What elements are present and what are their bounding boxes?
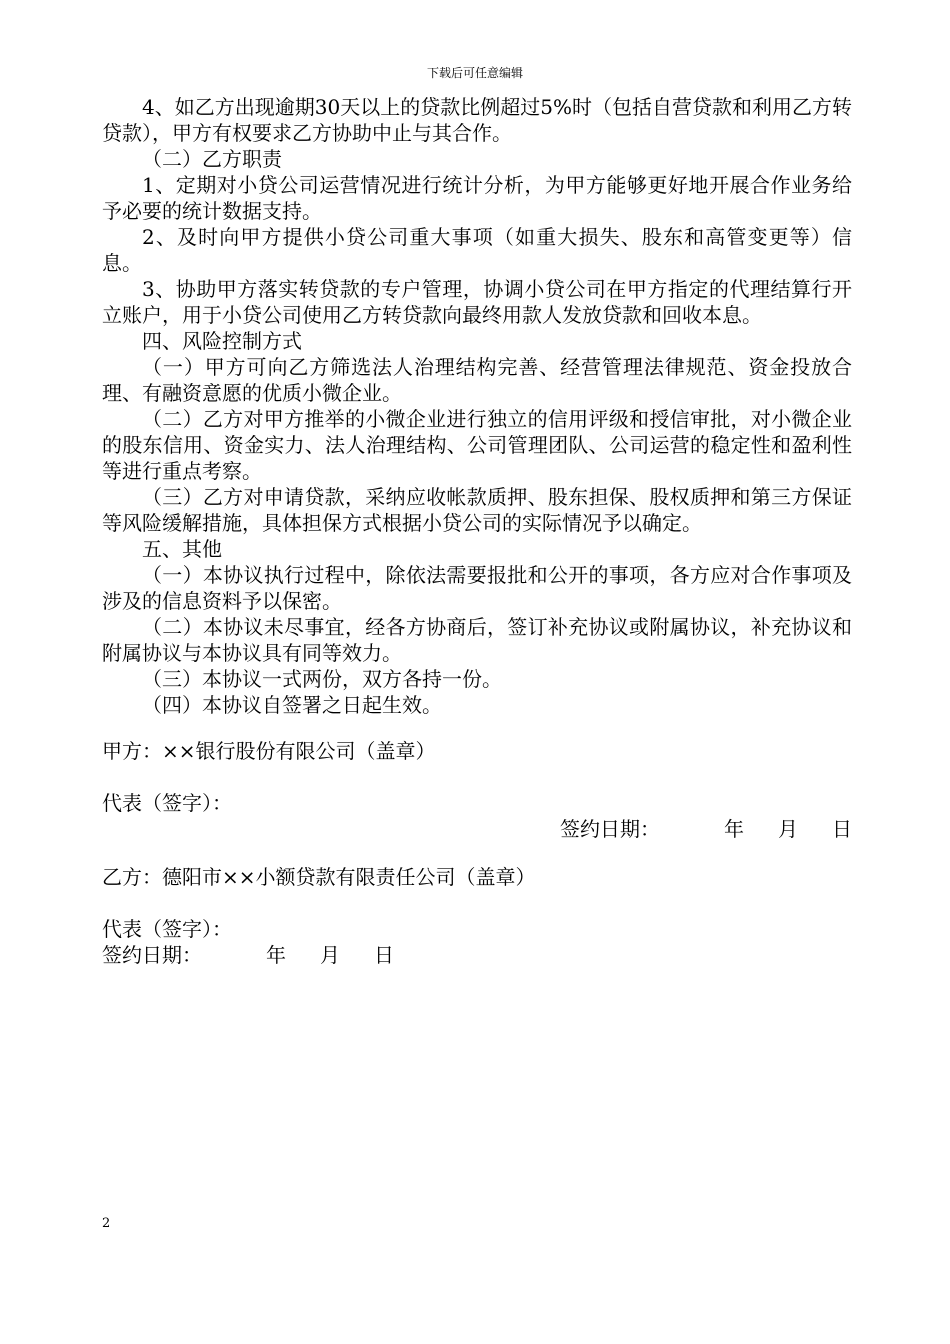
paragraph-risk-3: （三）乙方对申请贷款，采纳应收帐款质押、股东担保、股权质押和第三方保证等风险缓解措施，具体担保方式根据小贷公司的实际情况予以确定。 [102, 485, 852, 535]
paragraph-other-2: （二）本协议未尽事宜，经各方协商后，签订补充协议或附属协议，补充协议和附属协议与本协议具有同等效力。 [102, 615, 852, 665]
party-a-date-month: 月 [778, 817, 798, 841]
party-b-date-month: 月 [320, 943, 340, 967]
paragraph-risk-1: （一）甲方可向乙方筛选法人治理结构完善、经营管理法律规范、资金投放合理、有融资意愿的优质小微企业。 [102, 355, 852, 405]
page-number: 2 [102, 1216, 111, 1231]
party-b-date-day: 日 [374, 943, 394, 967]
page-header: 下载后可任意编辑 [426, 66, 523, 80]
party-b-date-year: 年 [266, 943, 286, 967]
paragraph-clause-4: 4、如乙方出现逾期30天以上的贷款比例超过5%时（包括自营贷款和利用乙方转贷款），甲方有权要求乙方协助中止与其合作。 [102, 95, 852, 145]
paragraph-other-1: （一）本协议执行过程中，除依法需要报批和公开的事项，各方应对合作事项及涉及的信息资料予以保密。 [102, 563, 852, 613]
paragraph-other-3: （三）本协议一式两份，双方各持一份。 [142, 667, 502, 691]
paragraph-other-4: （四）本协议自签署之日起生效。 [142, 693, 442, 717]
party-b-sign-date [102, 942, 394, 968]
party-b-name: 乙方：德阳市××小额贷款有限责任公司（盖章） [102, 865, 536, 889]
document-body [102, 94, 852, 718]
paragraph-heading-party-b-duties: （二）乙方职责 [142, 147, 282, 171]
party-b-representative: 代表（签字）： [102, 917, 232, 941]
party-a-name: 甲方：××银行股份有限公司（盖章） [102, 739, 436, 763]
paragraph-duty-1: 1、定期对小贷公司运营情况进行统计分析，为甲方能够更好地开展合作业务给予必要的统计数据支持。 [102, 173, 852, 223]
party-a-date-day: 日 [832, 817, 852, 841]
party-a-date-year: 年 [724, 817, 744, 841]
section-heading-other: 五、其他 [142, 537, 222, 561]
paragraph-duty-2: 2、及时向甲方提供小贷公司重大事项（如重大损失、股东和高管变更等）信息。 [102, 225, 852, 275]
party-b-date-label: 签约日期： [102, 943, 202, 967]
party-a-date-label: 签约日期： [560, 817, 660, 841]
signature-section [102, 738, 852, 968]
paragraph-duty-3: 3、协助甲方落实转贷款的专户管理，协调小贷公司在甲方指定的代理结算行开立账户，用于小贷公司使用乙方转贷款向最终用款人发放贷款和回收本息。 [102, 277, 852, 327]
section-heading-risk-control: 四、风险控制方式 [142, 329, 302, 353]
party-a-representative: 代表（签字）： [102, 791, 232, 815]
party-a-sign-date [560, 816, 852, 842]
paragraph-risk-2: （二）乙方对甲方推举的小微企业进行独立的信用评级和授信审批，对小微企业的股东信用、资金实力、法人治理结构、公司管理团队、公司运营的稳定性和盈利性等进行重点考察。 [102, 407, 852, 483]
